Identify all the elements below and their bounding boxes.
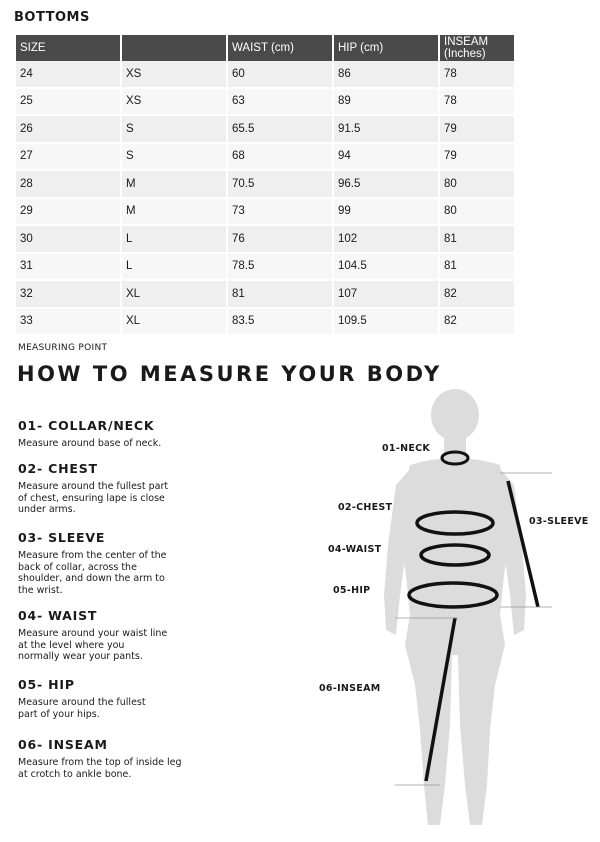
table-cell: 33 [16,308,121,336]
instruction-text: Measure around the fullest part of chest, ensuring lape is close under arms. [18,481,169,515]
figure-label-sleeve: 03-SLEEVE [529,516,589,527]
table-cell: 94 [333,143,439,171]
figure-label-hip: 05-HIP [333,585,371,596]
table-row [16,61,515,88]
table-cell: 68 [227,143,333,171]
table-cell: 27 [16,143,121,171]
table-cell: M [121,170,227,198]
table-cell: 76 [227,225,333,253]
table-cell: 82 [439,308,515,336]
table-row [16,280,515,308]
table-cell: 26 [16,115,121,143]
table-cell: 78 [439,61,515,88]
table-cell: 29 [16,198,121,226]
table-cell: 73 [227,198,333,226]
table-row [16,170,515,198]
table-header-cell: INSEAM (Inches) [439,35,515,61]
instruction-title: 04- WAIST [18,608,98,623]
instruction-hip [18,677,198,720]
table-cell: 109.5 [333,308,439,336]
table-cell: 102 [333,225,439,253]
section-title: BOTTOMS [14,10,90,25]
instruction-title: 01- COLLAR/NECK [18,418,155,433]
figure-label-chest: 02-CHEST [338,502,393,513]
instruction-title: 06- INSEAM [18,737,108,752]
instruction-sleeve [18,530,198,596]
table-cell: 107 [333,280,439,308]
table-cell: 99 [333,198,439,226]
size-table [16,35,516,336]
table-header-row [16,35,515,61]
table-cell: 25 [16,88,121,116]
table-cell: 81 [439,253,515,281]
instruction-chest [18,461,198,516]
table-header-cell [121,35,227,61]
table-row [16,143,515,171]
instruction-text: Measure around base of neck. [18,438,162,449]
table-cell: 81 [227,280,333,308]
table-cell: S [121,115,227,143]
instruction-waist [18,608,198,663]
table-cell: 81 [439,225,515,253]
instruction-text: Measure around the fullest part of your hips. [18,697,146,720]
figure-label-waist: 04-WAIST [328,544,382,555]
table-cell: 70.5 [227,170,333,198]
figure-label-neck: 01-NECK [382,443,431,454]
table-cell: 96.5 [333,170,439,198]
instruction-text: Measure around your waist line at the level where you normally wear your pants. [18,628,168,662]
body-silhouette [300,385,600,835]
table-row [16,308,515,336]
table-cell: 24 [16,61,121,88]
table-row [16,115,515,143]
table-cell: 82 [439,280,515,308]
table-row [16,225,515,253]
table-cell: 86 [333,61,439,88]
table-cell: M [121,198,227,226]
table-cell: XS [121,88,227,116]
measuring-point-label: MEASURING POINT [18,343,108,353]
table-row [16,198,515,226]
table-cell: 91.5 [333,115,439,143]
table-cell: 80 [439,170,515,198]
table-cell: 60 [227,61,333,88]
table-cell: L [121,253,227,281]
figure-label-inseam: 06-INSEAM [319,683,381,694]
instruction-title: 03- SLEEVE [18,530,106,545]
instruction-title: 05- HIP [18,677,75,692]
table-header-cell: HIP (cm) [333,35,439,61]
table-cell: 30 [16,225,121,253]
table-cell: 80 [439,198,515,226]
table-cell: 31 [16,253,121,281]
table-cell: XL [121,280,227,308]
table-row [16,253,515,281]
table-cell: 63 [227,88,333,116]
table-cell: L [121,225,227,253]
table-cell: 65.5 [227,115,333,143]
how-to-title: HOW TO MEASURE YOUR BODY [17,362,442,386]
table-cell: 78.5 [227,253,333,281]
table-row [16,88,515,116]
instruction-text: Measure from the top of inside leg at crotch to ankle bone. [18,757,182,780]
instruction-inseam [18,737,198,780]
table-cell: S [121,143,227,171]
table-cell: 89 [333,88,439,116]
table-header-cell: SIZE [16,35,121,61]
table-cell: 79 [439,115,515,143]
body-figure [300,385,600,835]
table-cell: 79 [439,143,515,171]
table-header-cell: WAIST (cm) [227,35,333,61]
table-cell: XL [121,308,227,336]
table-cell: 83.5 [227,308,333,336]
table-cell: 32 [16,280,121,308]
table-cell: 104.5 [333,253,439,281]
table-cell: 78 [439,88,515,116]
instruction-text: Measure from the center of the back of collar, across the shoulder, and down the arm to the wrist. [18,550,167,596]
instruction-neck [18,418,198,450]
table-cell: 28 [16,170,121,198]
instruction-title: 02- CHEST [18,461,98,476]
table-cell: XS [121,61,227,88]
